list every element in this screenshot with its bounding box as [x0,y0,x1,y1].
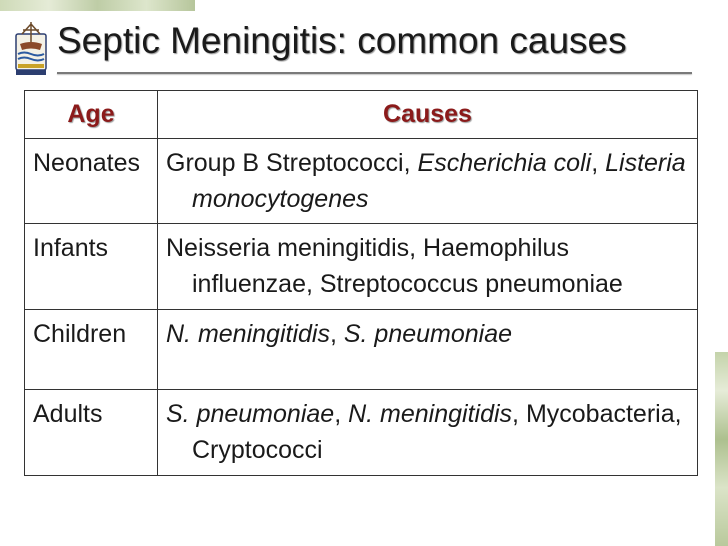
title-divider [57,72,692,74]
causes-cell [158,310,698,390]
header-causes: Causes [158,91,698,139]
age-label: Infants [33,234,109,262]
cause-fragment: Group B Streptococci, [166,149,418,177]
age-cell [25,139,158,224]
cause-species: Listeria monocytogenes [192,149,686,213]
decorative-band-right [715,352,728,546]
table-row [25,310,698,390]
causes-text [166,396,689,468]
decorative-band-top [0,0,195,11]
cause-fragment: , [329,320,344,348]
cause-species: Escherichia coli [417,149,592,177]
causes-cell [158,390,698,476]
table-row [25,224,698,310]
table-row [25,139,698,224]
causes-cell [158,224,698,310]
causes-table [24,90,698,476]
causes-text [166,316,689,352]
cause-fragment: , [334,400,349,428]
cause-fragment: , [591,149,599,177]
page-title: Septic Meningitis: common causes [57,20,627,61]
cause-fragment: , Mycobacteria, Cryptococci [192,400,682,464]
table-header-row [25,91,698,139]
age-label: Children [33,320,127,348]
causes-text [166,145,689,217]
age-cell [25,310,158,390]
age-cell [25,224,158,310]
age-label: Adults [33,400,103,428]
table-row [25,390,698,476]
cause-species: N. meningitidis [166,320,330,348]
causes-cell [158,139,698,224]
age-label: Neonates [33,149,141,177]
cause-species: S. pneumoniae [166,400,335,428]
cause-species: S. pneumoniae [343,320,513,348]
cause-species: N. meningitidis [348,400,513,428]
age-cell [25,390,158,476]
crest-icon [14,20,48,76]
causes-text: Neisseria meningitidis, Haemophilus influenzae, Streptococcus pneumoniae [166,234,623,298]
header-age: Age [25,91,158,139]
